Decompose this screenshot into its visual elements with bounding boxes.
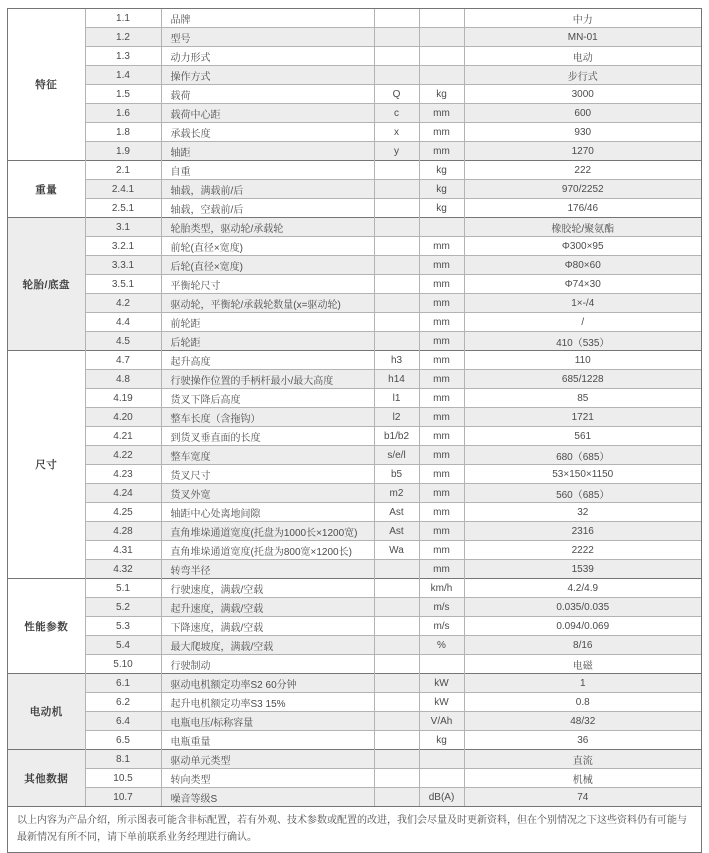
table-row <box>8 693 701 712</box>
unit-cell: mm <box>419 560 464 579</box>
unit-cell <box>419 9 464 28</box>
spec-sheet <box>7 8 702 853</box>
symbol-cell <box>374 294 419 313</box>
id-cell: 10.7 <box>85 788 161 807</box>
desc-cell: 货叉外宽 <box>161 484 374 503</box>
value-cell: 4.2/4.9 <box>464 579 701 598</box>
id-cell: 1.9 <box>85 142 161 161</box>
category-cell: 电动机 <box>8 674 85 750</box>
id-cell: 5.1 <box>85 579 161 598</box>
table-row <box>8 370 701 389</box>
symbol-cell <box>374 180 419 199</box>
value-cell: 222 <box>464 161 701 180</box>
desc-cell: 货叉下降后高度 <box>161 389 374 408</box>
id-cell: 5.3 <box>85 617 161 636</box>
table-row <box>8 579 701 598</box>
unit-cell: mm <box>419 408 464 427</box>
desc-cell: 货叉尺寸 <box>161 465 374 484</box>
value-cell: 685/1228 <box>464 370 701 389</box>
id-cell: 1.4 <box>85 66 161 85</box>
value-cell: Φ74×30 <box>464 275 701 294</box>
id-cell: 4.20 <box>85 408 161 427</box>
symbol-cell <box>374 731 419 750</box>
id-cell: 4.28 <box>85 522 161 541</box>
id-cell: 10.5 <box>85 769 161 788</box>
symbol-cell <box>374 66 419 85</box>
desc-cell: 操作方式 <box>161 66 374 85</box>
desc-cell: 下降速度，满载/空载 <box>161 617 374 636</box>
unit-cell: % <box>419 636 464 655</box>
id-cell: 6.4 <box>85 712 161 731</box>
unit-cell: dB(A) <box>419 788 464 807</box>
desc-cell: 转弯半径 <box>161 560 374 579</box>
value-cell: 直流 <box>464 750 701 769</box>
table-row <box>8 275 701 294</box>
symbol-cell <box>374 617 419 636</box>
symbol-cell <box>374 313 419 332</box>
symbol-cell <box>374 655 419 674</box>
value-cell: 53×150×1150 <box>464 465 701 484</box>
unit-cell <box>419 655 464 674</box>
desc-cell: 噪音等级S <box>161 788 374 807</box>
category-cell: 性能参数 <box>8 579 85 674</box>
unit-cell: mm <box>419 503 464 522</box>
value-cell: 0.8 <box>464 693 701 712</box>
id-cell: 3.5.1 <box>85 275 161 294</box>
unit-cell: kg <box>419 731 464 750</box>
desc-cell: 载荷 <box>161 85 374 104</box>
value-cell: 85 <box>464 389 701 408</box>
symbol-cell <box>374 9 419 28</box>
unit-cell: m/s <box>419 617 464 636</box>
unit-cell: kg <box>419 161 464 180</box>
symbol-cell: m2 <box>374 484 419 503</box>
desc-cell: 轴载，满载前/后 <box>161 180 374 199</box>
desc-cell: 行驶制动 <box>161 655 374 674</box>
id-cell: 8.1 <box>85 750 161 769</box>
table-row <box>8 769 701 788</box>
symbol-cell <box>374 750 419 769</box>
desc-cell: 起升速度，满载/空载 <box>161 598 374 617</box>
unit-cell <box>419 28 464 47</box>
symbol-cell <box>374 693 419 712</box>
desc-cell: 起升高度 <box>161 351 374 370</box>
desc-cell: 驱动轮，平衡轮/承载轮数量(x=驱动轮) <box>161 294 374 313</box>
symbol-cell: x <box>374 123 419 142</box>
table-row <box>8 408 701 427</box>
value-cell: 36 <box>464 731 701 750</box>
symbol-cell <box>374 161 419 180</box>
table-row <box>8 465 701 484</box>
value-cell: 3000 <box>464 85 701 104</box>
id-cell: 4.25 <box>85 503 161 522</box>
value-cell: 48/32 <box>464 712 701 731</box>
symbol-cell <box>374 579 419 598</box>
symbol-cell: s/e/l <box>374 446 419 465</box>
unit-cell: mm <box>419 484 464 503</box>
value-cell: 176/46 <box>464 199 701 218</box>
table-row <box>8 503 701 522</box>
value-cell: 步行式 <box>464 66 701 85</box>
unit-cell: mm <box>419 351 464 370</box>
id-cell: 6.2 <box>85 693 161 712</box>
table-row <box>8 598 701 617</box>
symbol-cell <box>374 712 419 731</box>
desc-cell: 轮胎类型，驱动轮/承载轮 <box>161 218 374 237</box>
id-cell: 3.1 <box>85 218 161 237</box>
desc-cell: 到货叉垂直面的长度 <box>161 427 374 446</box>
symbol-cell: h14 <box>374 370 419 389</box>
unit-cell <box>419 66 464 85</box>
value-cell: 0.094/0.069 <box>464 617 701 636</box>
symbol-cell <box>374 199 419 218</box>
desc-cell: 转向类型 <box>161 769 374 788</box>
category-cell: 重量 <box>8 161 85 218</box>
table-row <box>8 180 701 199</box>
value-cell: / <box>464 313 701 332</box>
id-cell: 1.6 <box>85 104 161 123</box>
table-row <box>8 237 701 256</box>
symbol-cell: l2 <box>374 408 419 427</box>
desc-cell: 直角堆垛通道宽度(托盘为1000长×1200宽) <box>161 522 374 541</box>
desc-cell: 电瓶重量 <box>161 731 374 750</box>
id-cell: 4.21 <box>85 427 161 446</box>
id-cell: 5.4 <box>85 636 161 655</box>
table-row <box>8 389 701 408</box>
id-cell: 5.10 <box>85 655 161 674</box>
table-row <box>8 332 701 351</box>
symbol-cell <box>374 788 419 807</box>
id-cell: 2.4.1 <box>85 180 161 199</box>
unit-cell: mm <box>419 370 464 389</box>
disclaimer-note: 以上内容为产品介绍，所示图表可能含非标配置，若有外观、技术参数或配置的改进，我们会尽量及时更新资料，但在个别情况之下这些资料仍有可能与最新情况有所不同，请下单前联系业务经理进行确认。 <box>8 806 701 852</box>
value-cell: 600 <box>464 104 701 123</box>
id-cell: 6.1 <box>85 674 161 693</box>
id-cell: 3.2.1 <box>85 237 161 256</box>
table-row <box>8 750 701 769</box>
table-row <box>8 655 701 674</box>
unit-cell: mm <box>419 427 464 446</box>
symbol-cell <box>374 275 419 294</box>
unit-cell: mm <box>419 123 464 142</box>
id-cell: 4.24 <box>85 484 161 503</box>
value-cell: 2222 <box>464 541 701 560</box>
table-row <box>8 218 701 237</box>
desc-cell: 最大爬坡度，满载/空载 <box>161 636 374 655</box>
unit-cell <box>419 47 464 66</box>
unit-cell: km/h <box>419 579 464 598</box>
value-cell: 561 <box>464 427 701 446</box>
value-cell: 1270 <box>464 142 701 161</box>
desc-cell: 自重 <box>161 161 374 180</box>
desc-cell: 后轮(直径×宽度) <box>161 256 374 275</box>
table-row <box>8 161 701 180</box>
unit-cell: mm <box>419 522 464 541</box>
id-cell: 6.5 <box>85 731 161 750</box>
desc-cell: 行驶操作位置的手柄杆最小/最大高度 <box>161 370 374 389</box>
symbol-cell: h3 <box>374 351 419 370</box>
desc-cell: 起升电机额定功率S3 15% <box>161 693 374 712</box>
unit-cell: kg <box>419 180 464 199</box>
table-row <box>8 484 701 503</box>
id-cell: 4.7 <box>85 351 161 370</box>
id-cell: 4.19 <box>85 389 161 408</box>
id-cell: 4.31 <box>85 541 161 560</box>
id-cell: 1.1 <box>85 9 161 28</box>
unit-cell: kW <box>419 674 464 693</box>
value-cell: Φ80×60 <box>464 256 701 275</box>
id-cell: 4.22 <box>85 446 161 465</box>
value-cell: 410（535） <box>464 332 701 351</box>
symbol-cell <box>374 560 419 579</box>
category-cell: 轮胎/底盘 <box>8 218 85 351</box>
value-cell: 680（685） <box>464 446 701 465</box>
symbol-cell: l1 <box>374 389 419 408</box>
symbol-cell <box>374 769 419 788</box>
desc-cell: 品牌 <box>161 9 374 28</box>
symbol-cell <box>374 237 419 256</box>
category-cell: 尺寸 <box>8 351 85 579</box>
table-row <box>8 731 701 750</box>
symbol-cell <box>374 47 419 66</box>
value-cell: 560（685） <box>464 484 701 503</box>
table-row <box>8 199 701 218</box>
symbol-cell <box>374 332 419 351</box>
desc-cell: 型号 <box>161 28 374 47</box>
value-cell: 32 <box>464 503 701 522</box>
value-cell: 中力 <box>464 9 701 28</box>
unit-cell <box>419 769 464 788</box>
desc-cell: 轴载，空载前/后 <box>161 199 374 218</box>
id-cell: 1.5 <box>85 85 161 104</box>
id-cell: 1.8 <box>85 123 161 142</box>
table-row <box>8 560 701 579</box>
table-row <box>8 85 701 104</box>
table-row <box>8 294 701 313</box>
desc-cell: 驱动电机额定功率S2 60分钟 <box>161 674 374 693</box>
value-cell: 2316 <box>464 522 701 541</box>
desc-cell: 电瓶电压/标称容量 <box>161 712 374 731</box>
table-row <box>8 313 701 332</box>
spec-table <box>8 9 701 806</box>
table-row <box>8 427 701 446</box>
id-cell: 4.5 <box>85 332 161 351</box>
symbol-cell <box>374 598 419 617</box>
unit-cell: mm <box>419 237 464 256</box>
id-cell: 4.2 <box>85 294 161 313</box>
spec-table-rows <box>8 9 701 806</box>
value-cell: 8/16 <box>464 636 701 655</box>
category-cell: 其他数据 <box>8 750 85 807</box>
value-cell: 0.035/0.035 <box>464 598 701 617</box>
unit-cell: mm <box>419 256 464 275</box>
table-row <box>8 712 701 731</box>
value-cell: 电动 <box>464 47 701 66</box>
id-cell: 4.23 <box>85 465 161 484</box>
symbol-cell: c <box>374 104 419 123</box>
id-cell: 4.8 <box>85 370 161 389</box>
id-cell: 2.5.1 <box>85 199 161 218</box>
table-row <box>8 142 701 161</box>
table-row <box>8 9 701 28</box>
table-row <box>8 446 701 465</box>
unit-cell: mm <box>419 142 464 161</box>
table-row <box>8 522 701 541</box>
symbol-cell <box>374 218 419 237</box>
table-row <box>8 674 701 693</box>
unit-cell: mm <box>419 294 464 313</box>
desc-cell: 整车长度（含拖钩） <box>161 408 374 427</box>
unit-cell: kg <box>419 199 464 218</box>
category-cell: 特征 <box>8 9 85 161</box>
symbol-cell <box>374 256 419 275</box>
symbol-cell <box>374 636 419 655</box>
unit-cell <box>419 218 464 237</box>
table-row <box>8 47 701 66</box>
symbol-cell: Ast <box>374 522 419 541</box>
symbol-cell: b1/b2 <box>374 427 419 446</box>
table-row <box>8 66 701 85</box>
desc-cell: 驱动单元类型 <box>161 750 374 769</box>
symbol-cell: b5 <box>374 465 419 484</box>
value-cell: 机械 <box>464 769 701 788</box>
symbol-cell <box>374 674 419 693</box>
table-row <box>8 636 701 655</box>
unit-cell: mm <box>419 275 464 294</box>
unit-cell: m/s <box>419 598 464 617</box>
unit-cell: mm <box>419 104 464 123</box>
desc-cell: 整车宽度 <box>161 446 374 465</box>
desc-cell: 承载长度 <box>161 123 374 142</box>
table-row <box>8 541 701 560</box>
table-row <box>8 28 701 47</box>
table-row <box>8 351 701 370</box>
unit-cell <box>419 750 464 769</box>
table-row <box>8 617 701 636</box>
unit-cell: mm <box>419 332 464 351</box>
unit-cell: mm <box>419 313 464 332</box>
desc-cell: 轴距 <box>161 142 374 161</box>
unit-cell: mm <box>419 465 464 484</box>
desc-cell: 前轮距 <box>161 313 374 332</box>
desc-cell: 直角堆垛通道宽度(托盘为800宽×1200长) <box>161 541 374 560</box>
desc-cell: 动力形式 <box>161 47 374 66</box>
value-cell: 1×-/4 <box>464 294 701 313</box>
id-cell: 5.2 <box>85 598 161 617</box>
value-cell: 1539 <box>464 560 701 579</box>
id-cell: 4.32 <box>85 560 161 579</box>
value-cell: 970/2252 <box>464 180 701 199</box>
value-cell: 橡胶轮/聚氨酯 <box>464 218 701 237</box>
value-cell: 电磁 <box>464 655 701 674</box>
id-cell: 4.4 <box>85 313 161 332</box>
id-cell: 1.3 <box>85 47 161 66</box>
value-cell: 74 <box>464 788 701 807</box>
symbol-cell <box>374 28 419 47</box>
desc-cell: 行驶速度，满载/空载 <box>161 579 374 598</box>
unit-cell: mm <box>419 446 464 465</box>
value-cell: 110 <box>464 351 701 370</box>
symbol-cell: Ast <box>374 503 419 522</box>
value-cell: Φ300×95 <box>464 237 701 256</box>
id-cell: 1.2 <box>85 28 161 47</box>
id-cell: 2.1 <box>85 161 161 180</box>
unit-cell: V/Ah <box>419 712 464 731</box>
value-cell: 1721 <box>464 408 701 427</box>
desc-cell: 后轮距 <box>161 332 374 351</box>
table-row <box>8 123 701 142</box>
table-row <box>8 104 701 123</box>
unit-cell: mm <box>419 389 464 408</box>
table-row <box>8 256 701 275</box>
unit-cell: mm <box>419 541 464 560</box>
table-row <box>8 788 701 807</box>
value-cell: 1 <box>464 674 701 693</box>
unit-cell: kW <box>419 693 464 712</box>
desc-cell: 前轮(直径×宽度) <box>161 237 374 256</box>
symbol-cell: y <box>374 142 419 161</box>
symbol-cell: Q <box>374 85 419 104</box>
desc-cell: 载荷中心距 <box>161 104 374 123</box>
unit-cell: kg <box>419 85 464 104</box>
desc-cell: 平衡轮尺寸 <box>161 275 374 294</box>
desc-cell: 轴距中心处离地间隙 <box>161 503 374 522</box>
id-cell: 3.3.1 <box>85 256 161 275</box>
value-cell: 930 <box>464 123 701 142</box>
value-cell: MN-01 <box>464 28 701 47</box>
symbol-cell: Wa <box>374 541 419 560</box>
